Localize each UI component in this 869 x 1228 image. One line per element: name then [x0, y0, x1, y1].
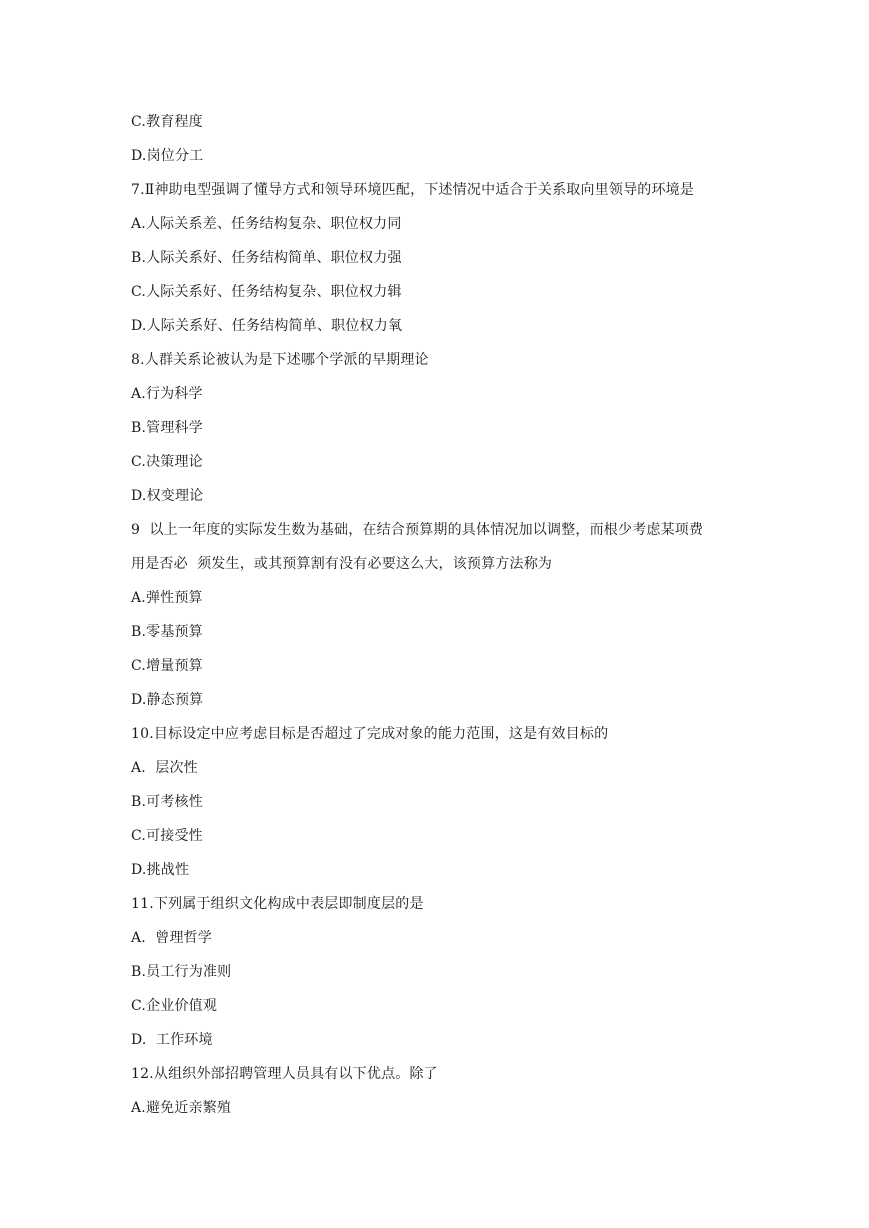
- question-9-line-1: 9 以上一年度的实际发生数为基础，在结合预算期的具体情况加以调整，而根少考虑某项费: [131, 522, 704, 538]
- option-c-q6: C.教育程度: [131, 114, 203, 130]
- option-a-q9: A.弹性预算: [131, 590, 203, 606]
- option-d-q11: D. 工作环境: [131, 1032, 213, 1048]
- option-b-q7: B.人际关系好、任务结构简单、职位权力强: [131, 250, 402, 266]
- option-b-q10: B.可考核性: [131, 794, 203, 810]
- question-7: 7.Ⅱ神助电型强调了懂导方式和领导环境匹配，下述情况中适合于关系取向里领导的环境是: [131, 182, 695, 198]
- option-c-q9: C.增量预算: [131, 658, 203, 674]
- option-b-q8: B.管理科学: [131, 420, 203, 436]
- option-a-q10: A. 层次性: [131, 760, 198, 776]
- option-b-q9: B.零基预算: [131, 624, 203, 640]
- option-d-q9: D.静态预算: [131, 692, 204, 708]
- option-d-q6: D.岗位分工: [131, 148, 204, 164]
- option-c-q10: C.可接受性: [131, 828, 203, 844]
- option-d-q7: D.人际关系好、任务结构简单、职位权力氧: [131, 318, 403, 334]
- question-11: 11.下列属于组织文化构成中表层即制度层的是: [131, 896, 424, 912]
- question-9-line-2: 用是否必 须发生，或其预算割有没有必要这么大，该预算方法称为: [131, 556, 553, 572]
- option-a-q7: A.人际关系差、任务结构复杂、职位权力同: [131, 216, 402, 232]
- option-c-q8: C.决策理论: [131, 454, 203, 470]
- option-d-q8: D.权变理论: [131, 488, 204, 504]
- option-a-q11: A. 曾理哲学: [131, 930, 213, 946]
- question-12: 12.从组织外部招聘管理人员具有以下优点。除了: [131, 1066, 438, 1082]
- option-b-q11: B.员工行为准则: [131, 964, 232, 980]
- question-8: 8.人群关系论被认为是下述哪个学派的早期理论: [131, 352, 429, 368]
- option-a-q8: A.行为科学: [131, 386, 203, 402]
- option-d-q10: D.挑战性: [131, 862, 190, 878]
- option-c-q7: C.人际关系好、任务结构复杂、职位权力辑: [131, 284, 402, 300]
- option-c-q11: C.企业价值观: [131, 998, 218, 1014]
- question-10: 10.目标设定中应考虑目标是否超过了完成对象的能力范围，这是有效目标的: [131, 726, 609, 742]
- option-a-q12: A.避免近亲繁殖: [131, 1100, 232, 1116]
